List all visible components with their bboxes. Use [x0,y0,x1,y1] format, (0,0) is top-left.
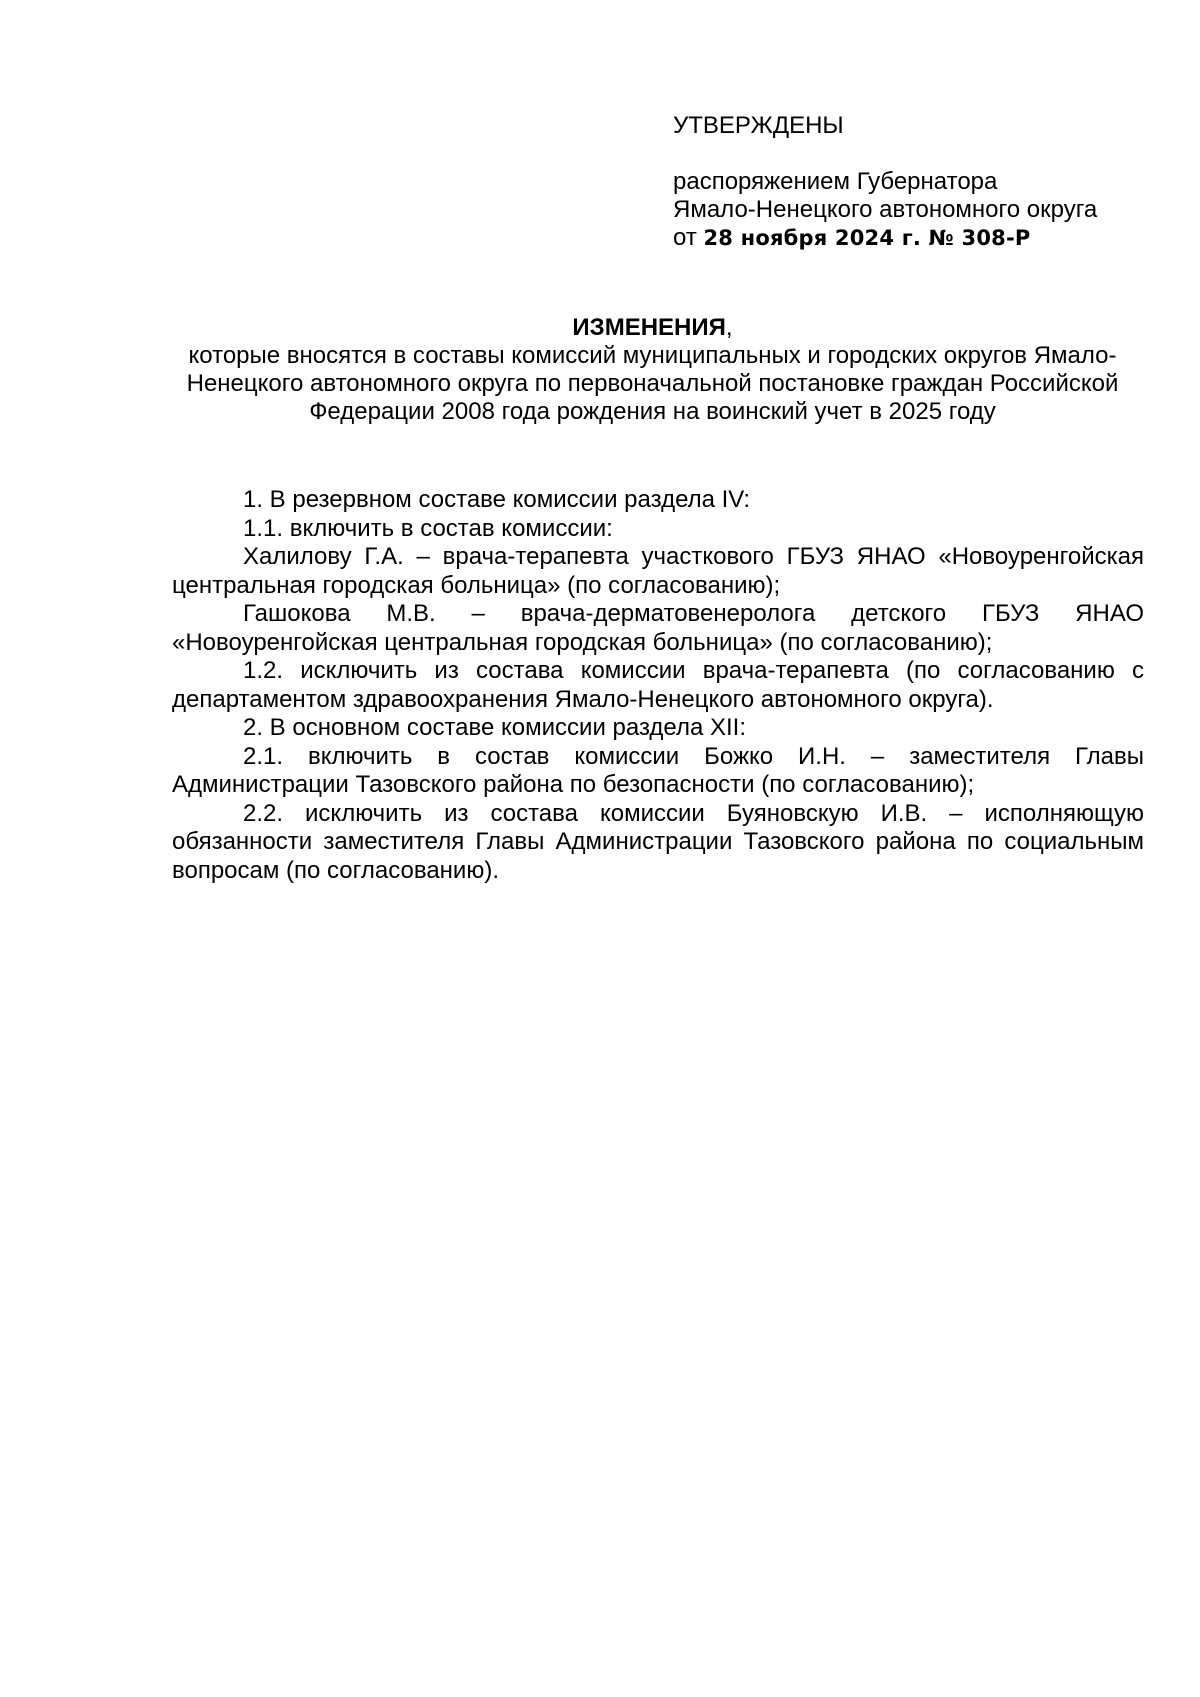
approval-registration: 28 ноября 2024 г. № 308-Р [703,226,1031,250]
paragraph-1-1: 1.1. включить в состав комиссии: [243,514,613,542]
document-body [172,486,1144,885]
heading-title-line [160,314,1145,342]
approval-line-1: распоряжением Губернатора [673,168,998,195]
approval-stamp: УТВЕРЖДЕНЫ [673,112,844,139]
paragraph-gashokova: Гашокова М.В. – врача-дерматовенеролога детского ГБУЗ ЯНАО «Новоуренгойская центральная городская больница» (по согласованию); [172,600,1144,656]
paragraph-2-2: 2.2. исключить из состава комиссии Буяновскую И.В. – исполняющую обязанности заместителя Главы Администрации Тазовского района по социальным вопросам (по согласованию). [172,799,1144,884]
approval-from-prefix: от [673,224,697,251]
heading-title-suffix: , [725,314,733,341]
approval-block [673,112,1153,252]
paragraph-2-1: 2.1. включить в состав комиссии Божко И.Н. – заместителя Главы Администрации Тазовского района по безопасности (по согласованию); [172,742,1144,798]
paragraph-2: 2. В основном составе комиссии раздела XII: [243,714,747,741]
paragraph-1-2: 1.2. исключить из состава комиссии врача-терапевта (по согласованию с департаментом здравоохранения Ямало-Ненецкого автономного округа). [172,657,1144,713]
approval-date-line [673,224,1153,252]
heading-subtitle: которые вносятся в составы комиссий муниципальных и городских округов Ямало-Ненецкого автономного округа по первоначальной постановке граждан Российской Федерации 2008 года рождения на воинский учет в 2025 году [186,342,1119,425]
paragraph-1: 1. В резервном составе комиссии раздела IV: [243,486,751,513]
document-heading [160,314,1145,426]
heading-title: ИЗМЕНЕНИЯ [572,314,726,341]
approval-line-2: Ямало-Ненецкого автономного округа [673,196,1098,223]
paragraph-halilova: Халилову Г.А. – врача-терапевта участкового ГБУЗ ЯНАО «Новоуренгойская центральная городская больница» (по согласованию); [172,543,1144,599]
